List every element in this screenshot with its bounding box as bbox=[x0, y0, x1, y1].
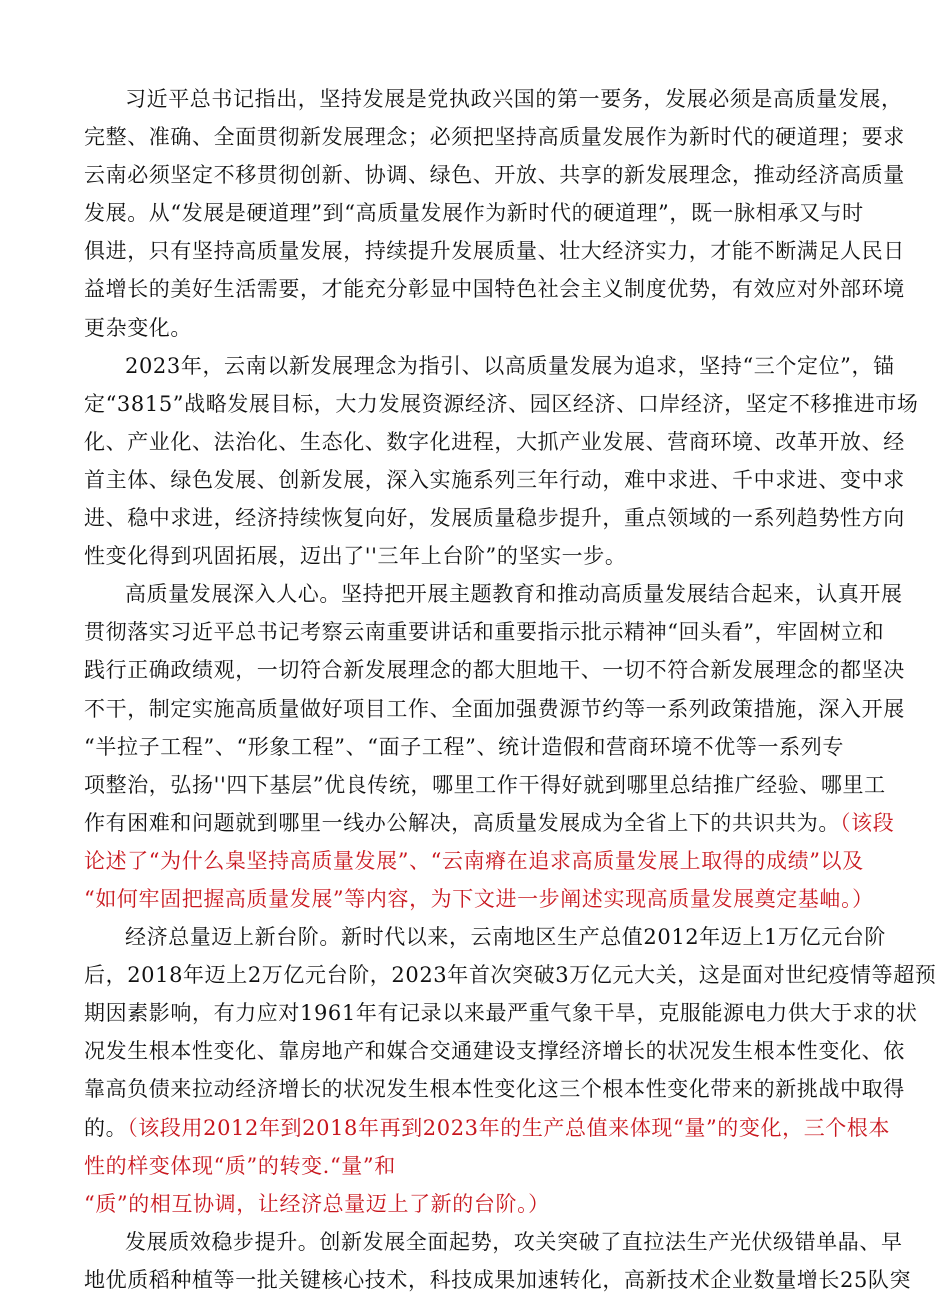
text-line: 更杂变化。 bbox=[84, 315, 192, 340]
text-line: 作有困难和问题就到哪里一线办公解决，高质量发展成为全省上下的共识共为。（该段 bbox=[84, 810, 895, 835]
text-line: 期因素影响，有力应对1961年有记录以来最严重气象干旱，克服能源电力供大于求的状 bbox=[84, 1001, 918, 1026]
text-line: 项整治，弘扬''四下基层”优良传统，哪里工作干得好就到哪里总结推广经验、哪里工 bbox=[84, 772, 886, 797]
annotation-line: 性的样变体现“质”的转变.“量”和 bbox=[84, 1153, 396, 1178]
text-line: 完整、准确、全面贯彻新发展理念；必须把坚持高质量发展作为新时代的硬道理；要求 bbox=[84, 125, 905, 150]
text-line: 后，2018年迈上2万亿元台阶，2023年首次突破3万亿元大关，这是面对世纪疫情等超预 bbox=[84, 963, 936, 988]
text-line: 的。（该段用2012年到2018年再到2023年的生产总值来体现“量”的变化，三个根本 bbox=[84, 1115, 891, 1140]
text-line: 经济总量迈上新台阶。新时代以来，云南地区生产总值2012年迈上1万亿元台阶 bbox=[125, 925, 887, 950]
paragraph-economic-scale bbox=[84, 918, 936, 1223]
text-line: 进、稳中求进，经济持续恢复向好，发展质量稳步提升，重点领域的一系列趋势性方向 bbox=[84, 506, 905, 531]
text-line: 益增长的美好生活需要，才能充分彰显中国特色社会主义制度优势，有效应对外部环境 bbox=[84, 277, 905, 302]
text-line: 高质量发展深入人心。坚持把开展主题教育和推动高质量发展结合起来，认真开展 bbox=[125, 582, 903, 607]
paragraph-high-quality-development bbox=[84, 575, 905, 918]
text-line: 靠高负债来拉动经济增长的状况发生根本性变化这三个根本性变化带来的新挑战中取得 bbox=[84, 1077, 905, 1102]
text-line: 不干，制定实施高质量做好项目工作、全面加强费源节约等一系列政策措施，深入开展 bbox=[84, 696, 905, 721]
text-line: 首主体、绿色发展、创新发展，深入实施系列三年行动，难中求进、千中求进、变中求 bbox=[84, 467, 905, 492]
text-line: 性变化得到巩固拓展，迈出了''三年上台阶”的坚实一步。 bbox=[84, 544, 627, 569]
text-line: 发展质效稳步提升。创新发展全面起势，攻关突破了直拉法生产光伏级错单晶、早 bbox=[125, 1229, 903, 1254]
annotation-line: “如何牢固把握高质量发展”等内容，为下文进一步阐述实现高质量发展奠定基岫。） bbox=[84, 886, 874, 911]
text-line: 2023年，云南以新发展理念为指引、以高质量发展为追求，坚持“三个定位”，锚 bbox=[125, 353, 895, 378]
annotation-text: （该段用2012年到2018年再到2023年的生产总值来体现“量”的变化，三个根本 bbox=[127, 1115, 891, 1140]
text-line: “半拉子工程”、“形象工程”、“面子工程”、统计造假和营商环境不优等一系列专 bbox=[84, 734, 844, 759]
text-line: 践行正确政绩观，一切符合新发展理念的都大胆地干、一切不符合新发展理念的都坚决 bbox=[84, 658, 905, 683]
text-line: 贯彻落实习近平总书记考察云南重要讲话和重要指示批示精神“回头看”，牢固树立和 bbox=[84, 620, 885, 645]
text-line: 定“3815”战略发展目标，大力发展资源经济、园区经济、口岸经济，坚定不移推进市场 bbox=[84, 391, 919, 416]
annotation-text: （该段 bbox=[840, 810, 895, 835]
paragraph-development-quality bbox=[84, 1223, 912, 1299]
text-line: 俱进，只有坚持高质量发展，持续提升发展质量、壮大经济实力，才能不断满足人民日 bbox=[84, 239, 905, 264]
text-line: 化、产业化、法治化、生态化、数字化进程，大抓产业发展、营商环境、改革开放、经 bbox=[84, 429, 905, 454]
text-line: 地优质稻种植等一批关键核心技术，科技成果加速转化，高新技术企业数量增长25队突 bbox=[84, 1267, 912, 1292]
annotation-line: “质”的相互协调，让经济总量迈上了新的台阶。） bbox=[84, 1191, 550, 1216]
text-line: 况发生根本性变化、靠房地产和媒合交通建设支撑经济增长的状况发生根本性变化、依 bbox=[84, 1039, 905, 1064]
annotation-line: 论述了“为什么臬坚持高质量发展”、“云南瘠在追求高质量发展上取得的成绩”以及 bbox=[84, 848, 864, 873]
text-line: 发展。从“发展是硬道理”到“高质量发展作为新时代的硬道理”，既一脉相承又与时 bbox=[84, 201, 864, 226]
text-line: 习近平总书记指出，坚持发展是党执政兴国的第一要务，发展必须是高质量发展， bbox=[125, 87, 903, 111]
text-line: 云南必须坚定不移贯彻创新、协调、绿色、开放、共享的新发展理念，推动经济高质量 bbox=[84, 163, 905, 188]
paragraph-development-mandate bbox=[84, 80, 905, 347]
paragraph-2023-overview bbox=[84, 347, 919, 576]
